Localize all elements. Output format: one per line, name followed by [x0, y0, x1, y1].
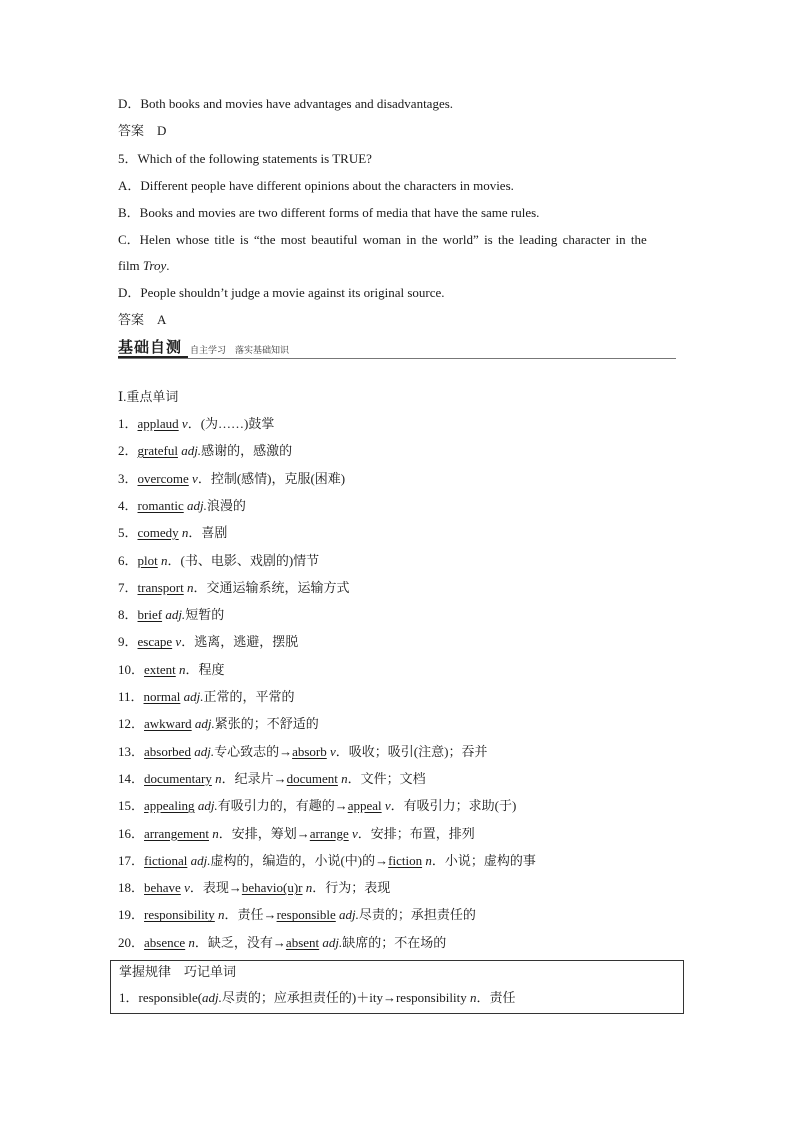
vocab-item: [118, 688, 295, 706]
vocab-word: documentary: [144, 770, 212, 786]
vocab-item: [118, 442, 292, 460]
vocab-item: [118, 770, 426, 788]
vocab-related-meaning: ．小说；虚构的事: [431, 852, 536, 868]
pos-label: n: [179, 661, 186, 677]
option-c: C．Helen whose title is “the most beautiful woman in the world” is the leading character in the: [118, 232, 647, 247]
vocab-word: applaud: [137, 416, 179, 431]
vocab-meaning: ．喜剧: [188, 525, 228, 541]
pos-label: n: [425, 852, 432, 868]
vocab-related-word: document: [286, 770, 338, 786]
vocab-number: 20．: [118, 934, 145, 950]
pos-label: n: [470, 990, 477, 1005]
vocab-word: escape: [137, 634, 173, 650]
pos-label: v: [192, 470, 198, 486]
pos-label: n: [218, 907, 225, 923]
pos-label: v: [184, 880, 190, 896]
text-fragment: ．责任: [476, 990, 516, 1005]
vocab-meaning: 正常的，平常的: [203, 689, 295, 704]
vocab-meaning: 虚构的，编造的，小说(中)的→: [210, 852, 389, 868]
vocab-related-meaning: 缺席的；不在场的: [342, 934, 447, 950]
vocab-related-meaning: ．有吸引力；求助(于): [390, 798, 517, 814]
vocab-meaning: ．安排，筹划→: [218, 825, 310, 841]
pos-label: v: [384, 798, 391, 814]
vocab-meaning: ．交通运输系统，运输方式: [193, 579, 350, 595]
vocab-item: [118, 825, 475, 843]
pos-label: adj.: [197, 798, 218, 814]
vocab-number: 8．: [118, 607, 138, 623]
vocab-word: normal: [143, 689, 181, 704]
banner-divider: [118, 358, 676, 359]
option-b: B．Books and movies are two different forms of media that have the same rules.: [118, 205, 540, 220]
vocab-meaning: ．缺乏，没有→: [194, 934, 286, 950]
memory-tip-line: [119, 989, 516, 1007]
vocab-related-word: fiction: [388, 852, 423, 868]
vocab-item: [118, 524, 227, 542]
vocab-word: overcome: [137, 470, 189, 486]
option-d: D．People shouldn’t judge a movie against its original source.: [118, 285, 445, 300]
vocab-related-word: behavio(u)r: [241, 880, 303, 896]
vocab-word: grateful: [137, 443, 178, 459]
vocab-item: [118, 906, 476, 924]
vocab-item: [118, 852, 536, 870]
pos-label: adj.: [165, 607, 186, 623]
vocab-meaning: 感谢的，感激的: [201, 443, 293, 459]
vocab-word: appealing: [144, 798, 195, 814]
pos-label: n: [188, 934, 195, 950]
vocab-number: 13．: [118, 743, 145, 759]
vocab-number: 18．: [118, 880, 145, 896]
vocab-word: brief: [137, 607, 163, 623]
pos-label: adj.: [194, 716, 215, 732]
vocab-item: [118, 579, 350, 597]
vocab-word: responsibility: [144, 907, 215, 923]
vocab-item: [118, 552, 319, 570]
pos-label: adj.: [322, 934, 343, 950]
vocab-meaning: ．表现→: [189, 880, 242, 896]
vocab-number: 10．: [118, 661, 145, 677]
vocab-item: [118, 497, 246, 515]
option-d-books-movies: D．Both books and movies have advantages and disadvantages.: [118, 96, 454, 111]
vocab-item: [118, 661, 225, 679]
vocab-related-word: absent: [285, 934, 320, 950]
pos-label: n: [305, 880, 313, 896]
pos-label: n: [341, 770, 348, 786]
vocab-number: 7．: [118, 579, 138, 595]
vocab-number: 4．: [118, 497, 138, 513]
vocab-word: transport: [137, 579, 184, 595]
pos-label: v: [330, 743, 336, 759]
vocab-word: comedy: [137, 525, 179, 541]
vocab-related-meaning: ．行为；表现: [312, 880, 391, 896]
vocab-word: arrangement: [144, 825, 209, 841]
vocab-number: 14．: [118, 770, 145, 786]
vocab-meaning: 短暂的: [185, 607, 225, 623]
vocab-word: fictional: [144, 852, 188, 868]
vocab-item: [118, 606, 224, 624]
vocab-number: 5．: [118, 525, 138, 541]
vocab-item: [118, 415, 274, 433]
vocab-number: 3．: [118, 470, 138, 486]
vocab-meaning: ．责任→: [224, 907, 277, 923]
answer-5: 答案 A: [118, 312, 167, 327]
vocab-related-meaning: ．文件；文档: [347, 770, 426, 786]
vocab-meaning: 有吸引力的，有趣的→: [217, 798, 348, 814]
vocab-heading: Ⅰ.重点单词: [118, 389, 179, 404]
section-banner-subtitle: 自主学习 落实基础知识: [190, 346, 290, 356]
vocab-word: awkward: [144, 716, 192, 732]
vocab-meaning: 专心致志的→: [214, 743, 293, 759]
pos-label: adj.: [183, 689, 204, 704]
vocab-related-word: appeal: [347, 798, 382, 814]
vocab-word: extent: [144, 661, 176, 677]
vocab-word: absorbed: [144, 743, 191, 759]
vocab-word: absence: [144, 934, 186, 950]
pos-label: adj.: [181, 443, 202, 459]
pos-label: n: [186, 579, 194, 595]
text-fragment: film: [118, 258, 143, 273]
vocab-meaning: ．(书、电影、戏剧的)情节: [167, 552, 320, 568]
vocab-number: 15．: [118, 798, 145, 814]
pos-label: n: [215, 770, 222, 786]
vocab-meaning: ．逃离，逃避，摆脱: [181, 634, 299, 650]
pos-label: adj.: [202, 990, 222, 1005]
pos-label: v: [351, 825, 358, 841]
pos-label: n: [161, 552, 168, 568]
memory-tip-box: [110, 960, 684, 1014]
vocab-item: [118, 879, 390, 897]
vocab-number: 19．: [118, 907, 145, 923]
vocab-number: 2．: [118, 443, 138, 459]
pos-label: n: [212, 825, 219, 841]
vocab-related-meaning: ．安排；布置，排列: [357, 825, 475, 841]
vocab-meaning: ．(为……)鼓掌: [187, 416, 275, 431]
vocab-item: [118, 934, 446, 952]
vocab-related-word: absorb: [292, 743, 327, 759]
pos-label: adj.: [190, 852, 211, 868]
question-5: 5．Which of the following statements is TRUE?: [118, 151, 372, 166]
vocab-item: [118, 797, 516, 815]
vocab-number: 6．: [118, 552, 138, 568]
option-a: A．Different people have different opinions about the characters in movies.: [118, 178, 514, 193]
pos-label: adj.: [186, 497, 207, 513]
memory-tip-title: 掌握规律 巧记单词: [119, 964, 237, 979]
pos-label: v: [181, 416, 188, 431]
answer-4: 答案 D: [118, 123, 167, 138]
vocab-meaning: ．控制(感情)，克服(困难): [197, 470, 346, 486]
vocab-meaning: ．程度: [185, 661, 225, 677]
vocab-number: 11．: [118, 689, 144, 704]
vocab-item: [118, 743, 487, 761]
vocab-word: romantic: [137, 497, 184, 513]
vocab-related-meaning: 尽责的；承担责任的: [358, 907, 476, 923]
vocab-number: 16．: [118, 825, 145, 841]
vocab-number: 17．: [118, 852, 145, 868]
pos-label: adj.: [339, 907, 359, 923]
vocab-meaning: 浪漫的: [206, 497, 246, 513]
section-banner-title: 基础自测: [118, 338, 183, 356]
vocab-meaning: ．纪录片→: [221, 770, 287, 786]
pos-label: n: [181, 525, 189, 541]
vocab-item: [118, 470, 345, 488]
vocab-item: [118, 715, 319, 733]
film-title: Troy: [142, 258, 167, 273]
vocab-number: 9．: [118, 634, 138, 650]
text-fragment: 尽责的；应承担责任的)＋ity→responsibility: [221, 990, 471, 1005]
text-fragment: 1．responsible(: [119, 990, 203, 1005]
pos-label: adj.: [194, 743, 215, 759]
vocab-related-meaning: ．吸收；吸引(注意)；吞并: [335, 743, 488, 759]
vocab-word: behave: [144, 880, 181, 896]
vocab-number: 1．: [118, 416, 138, 431]
option-c-continued: [118, 257, 170, 275]
vocab-item: [118, 633, 298, 651]
vocab-related-word: arrange: [309, 825, 349, 841]
vocab-number: 12．: [118, 716, 145, 732]
vocab-related-word: responsible: [276, 907, 336, 923]
vocab-word: plot: [137, 552, 158, 568]
vocab-meaning: 紧张的；不舒适的: [214, 716, 319, 732]
pos-label: v: [175, 634, 182, 650]
text-fragment: .: [166, 258, 170, 273]
